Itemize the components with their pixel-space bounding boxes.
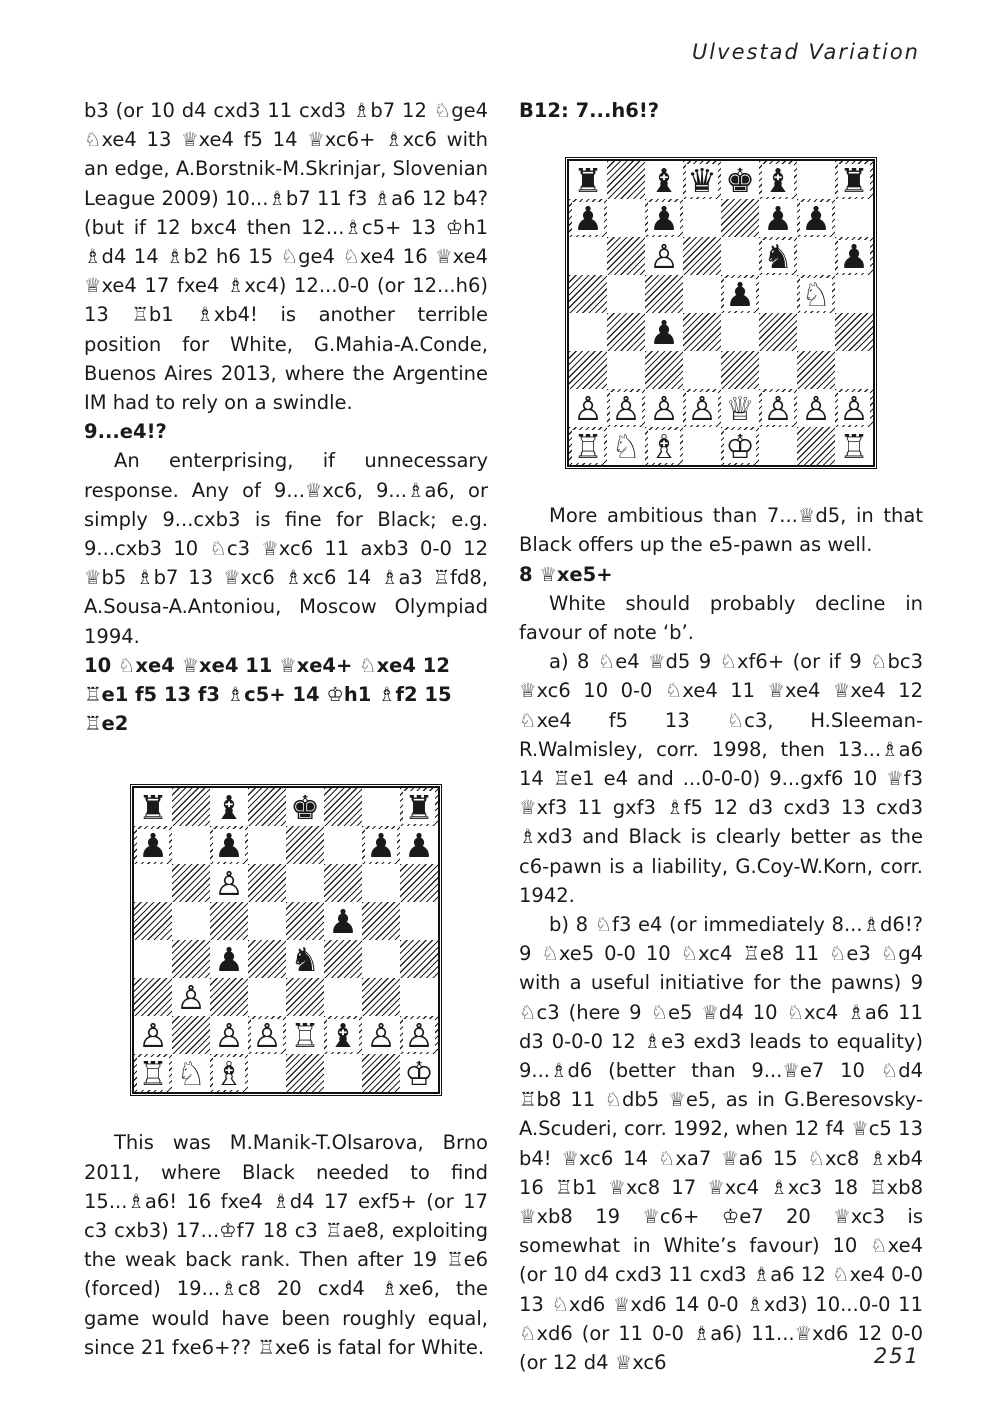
board-square <box>721 351 759 389</box>
paragraph: An enterprising, if unnecessary response. Any of 9...♕xc6, 9...♗a6, or simply 9...cxb3 is fine for Black; e.g. 9...cxb3 10 ♘c3 ♕xc6 11 axb3 0-0 12 ♕b5 ♗b7 13 ♕xc6 ♗xc6 14 ♗a3 ♖fd8, A.Sousa-A.Antoniou, Moscow Olympiad 1994. <box>84 449 488 648</box>
white-bishop-icon: ♗ <box>649 426 679 466</box>
board-square <box>721 313 759 351</box>
black-pawn-icon: ♟ <box>725 274 755 314</box>
board-square <box>248 940 286 978</box>
black-rook-icon: ♜ <box>839 160 869 200</box>
black-knight-icon: ♞ <box>290 939 320 979</box>
board-square <box>797 427 835 465</box>
white-king-icon: ♔ <box>725 426 755 466</box>
move-heading: 8 ♕xe5+ <box>519 562 613 586</box>
board-square <box>607 161 645 199</box>
board-square <box>797 275 835 313</box>
board-square <box>248 864 286 902</box>
board-square <box>797 237 835 275</box>
board-square <box>645 313 683 351</box>
board-square <box>721 389 759 427</box>
board-square <box>835 199 873 237</box>
board-square <box>569 313 607 351</box>
board-square <box>248 978 286 1016</box>
board-square <box>400 978 438 1016</box>
board-square <box>134 1054 172 1092</box>
board-square <box>400 864 438 902</box>
board-square <box>607 351 645 389</box>
black-bishop-icon: ♝ <box>763 160 793 200</box>
board-square <box>248 1016 286 1054</box>
white-knight-icon: ♘ <box>801 274 831 314</box>
black-bishop-icon: ♝ <box>214 787 244 827</box>
board-square <box>835 427 873 465</box>
board-square <box>835 351 873 389</box>
board-square <box>797 313 835 351</box>
board-square <box>248 826 286 864</box>
board-square <box>134 826 172 864</box>
board-square <box>362 978 400 1016</box>
board-square <box>324 1054 362 1092</box>
board-square <box>324 864 362 902</box>
board-square <box>683 237 721 275</box>
white-rook-icon: ♖ <box>839 426 869 466</box>
board-square <box>248 902 286 940</box>
board-square <box>362 864 400 902</box>
black-pawn-icon: ♟ <box>573 198 603 238</box>
board-square <box>759 237 797 275</box>
move-heading: 10 ♘xe4 ♕xe4 11 ♕xe4+ ♘xe4 12 ♖e1 f5 13 f3 ♗c5+ 14 ♔h1 ♗f2 15 ♖e2 <box>84 653 452 736</box>
board-square <box>324 940 362 978</box>
black-king-icon: ♚ <box>725 160 755 200</box>
black-pawn-icon: ♟ <box>763 198 793 238</box>
board-square <box>134 864 172 902</box>
paragraph: This was M.Manik-T.Olsarova, Brno 2011, where Black needed to find 15...♗a6! 16 fxe4 ♗d4 17 exf5+ (or 17 c3 cxb3) 17...♔f7 18 c3 ♖ae8, exploiting the weak back rank. Then after 19 ♖e6 (forced) 19...♗c8 20 cxd4 ♗xe6, the game would have been roughly equal, since 21 fxe6+?? ♖xe6 is fatal for White. <box>84 1131 488 1359</box>
board-square <box>683 351 721 389</box>
white-knight-icon: ♘ <box>611 426 641 466</box>
board-square <box>759 161 797 199</box>
board-square <box>324 788 362 826</box>
page-number: 251 <box>873 1344 920 1368</box>
left-column <box>84 96 488 1362</box>
board-square <box>569 161 607 199</box>
paragraph: White should probably decline in favour of note ‘b’. <box>519 591 923 645</box>
board-square <box>835 313 873 351</box>
white-rook-icon: ♖ <box>573 426 603 466</box>
board-square <box>759 275 797 313</box>
white-pawn-icon: ♙ <box>252 1015 282 1055</box>
board-square <box>569 389 607 427</box>
board-square <box>362 826 400 864</box>
board-square <box>362 1016 400 1054</box>
board-square <box>645 237 683 275</box>
paragraph: More ambitious than 7...♕d5, in that Black offers up the e5-pawn as well. <box>519 504 923 557</box>
board-square <box>286 1016 324 1054</box>
board-square <box>286 902 324 940</box>
board-square <box>172 864 210 902</box>
board-square <box>683 199 721 237</box>
board-square <box>286 864 324 902</box>
black-pawn-icon: ♟ <box>404 825 434 865</box>
white-pawn-icon: ♙ <box>649 388 679 428</box>
board-square <box>569 237 607 275</box>
board-square <box>645 351 683 389</box>
board-square <box>645 275 683 313</box>
board-square <box>362 1054 400 1092</box>
black-bishop-icon: ♝ <box>328 1015 358 1055</box>
black-rook-icon: ♜ <box>138 787 168 827</box>
board-square <box>721 237 759 275</box>
board-square <box>683 161 721 199</box>
black-knight-icon: ♞ <box>763 236 793 276</box>
board-square <box>324 826 362 864</box>
board-square <box>286 978 324 1016</box>
black-pawn-icon: ♟ <box>649 198 679 238</box>
board-square <box>683 313 721 351</box>
paragraph: a) 8 ♘e4 ♕d5 9 ♘xf6+ (or if 9 ♘bc3 ♕xc6 10 0-0 ♘xe4 11 ♕xe4 ♕xe4 12 ♘xe4 f5 13 ♘c3, H.Sleeman-R.Walmisley, corr. 1998, then 13...♗a6 14 ♖e1 e4 and ...0-0-0) 9...gxf6 10 ♕f3 ♕xf3 11 gxf3 ♗f5 12 d3 cxd3 13 cxd3 ♗xd3 and Black is clearly better as the c6-pawn is a liability, G.Coy-W.Korn, corr. 1942. <box>519 650 923 907</box>
chess-diagram-wrap <box>519 159 923 467</box>
board-square <box>210 902 248 940</box>
board-square <box>645 389 683 427</box>
board-square <box>324 902 362 940</box>
white-pawn-icon: ♙ <box>763 388 793 428</box>
paragraph: b) 8 ♘f3 e4 (or immediately 8...♗d6!? 9 ♘xe5 0-0 10 ♘xc4 ♖e8 11 ♘e3 ♘g4 with a useful initiative for the pawns) 9 ♘c3 (here 9 ♘e5 ♕d4 10 ♘xc4 ♗a6 11 d3 0-0-0 12 ♗e3 exd3 leads to equality) 9...♗d6 (better than 9...♕e7 10 ♘d4 ♖b8 11 ♘db5 ♕e5, as in G.Beresovsky-A.Scuderi, corr. 1992, when 12 f4 ♕c5 13 b4! ♕xc6 14 ♘xa7 ♕a6 15 ♘xc8 ♗xb4 16 ♖b1 ♕xc8 17 ♕xc4 ♗xc3 18 ♖xb8 ♕xb8 19 ♕c6+ ♔e7 20 ♕xc3 is somewhat in White’s favour) 10 ♘xe4 (or 10 d4 cxd3 11 cxd3 ♗a6 12 ♘xe4 0-0 13 ♘xd6 ♕xd6 14 0-0 ♗xd3) 10...0-0 11 ♘xd6 (or 11 0-0 ♗a6) 11...♕xd6 12 0-0 (or 12 d4 ♕xc6 <box>519 913 923 1375</box>
board-square <box>645 199 683 237</box>
board-square <box>759 199 797 237</box>
board-square <box>835 275 873 313</box>
black-rook-icon: ♜ <box>404 787 434 827</box>
board-square <box>721 427 759 465</box>
board-square <box>210 978 248 1016</box>
white-pawn-icon: ♙ <box>138 1015 168 1055</box>
board-square <box>172 978 210 1016</box>
board-square <box>607 389 645 427</box>
white-queen-icon: ♕ <box>725 388 755 428</box>
board-square <box>172 940 210 978</box>
white-pawn-icon: ♙ <box>366 1015 396 1055</box>
board-square <box>721 161 759 199</box>
black-king-icon: ♚ <box>290 787 320 827</box>
board-square <box>759 389 797 427</box>
board-square <box>172 902 210 940</box>
black-rook-icon: ♜ <box>573 160 603 200</box>
white-pawn-icon: ♙ <box>214 863 244 903</box>
chess-diagram <box>567 159 875 467</box>
board-square <box>569 351 607 389</box>
chess-diagram-wrap <box>84 786 488 1094</box>
board-square <box>645 161 683 199</box>
white-pawn-icon: ♙ <box>839 388 869 428</box>
board-square <box>683 427 721 465</box>
running-header: Ulvestad Variation <box>691 40 920 64</box>
right-column <box>519 96 923 1377</box>
board-square <box>569 427 607 465</box>
board-square <box>134 1016 172 1054</box>
board-square <box>134 940 172 978</box>
board-square <box>172 826 210 864</box>
board-square <box>286 788 324 826</box>
board-square <box>286 1054 324 1092</box>
black-pawn-icon: ♟ <box>649 312 679 352</box>
board-square <box>607 313 645 351</box>
board-square <box>172 788 210 826</box>
white-rook-icon: ♖ <box>138 1053 168 1093</box>
white-pawn-icon: ♙ <box>176 977 206 1017</box>
board-square <box>400 826 438 864</box>
board-square <box>797 351 835 389</box>
section-title: B12: 7...h6!? <box>519 99 660 122</box>
board-square <box>172 1054 210 1092</box>
black-pawn-icon: ♟ <box>214 825 244 865</box>
white-rook-icon: ♖ <box>290 1015 320 1055</box>
black-bishop-icon: ♝ <box>649 160 679 200</box>
board-square <box>835 237 873 275</box>
white-pawn-icon: ♙ <box>801 388 831 428</box>
board-square <box>797 199 835 237</box>
board-square <box>324 1016 362 1054</box>
black-pawn-icon: ♟ <box>214 939 244 979</box>
board-square <box>607 237 645 275</box>
board-square <box>248 1054 286 1092</box>
board-square <box>362 788 400 826</box>
paragraph: b3 (or 10 d4 cxd3 11 cxd3 ♗b7 12 ♘ge4 ♘xe4 13 ♕xe4 f5 14 ♕xc6+ ♗xc6 with an edge, A.Borstnik-M.Skrinjar, Slovenian League 2009) 10...♗b7 11 f3 ♗a6 12 b4? (but if 12 bxc4 then 12...♗c5+ 13 ♔h1 ♗d4 14 ♗b2 h6 15 ♘ge4 ♘xe4 16 ♕xe4 ♕xe4 17 fxe4 ♗xc4) 12...0-0 (or 12...h6) 13 ♖b1 ♗xb4! is another terrible position for White, G.Mahia-A.Conde, Buenos Aires 2013, where the Argentine IM had to rely on a swindle. <box>84 99 488 415</box>
board-square <box>286 826 324 864</box>
board-square <box>721 275 759 313</box>
white-pawn-icon: ♙ <box>687 388 717 428</box>
board-square <box>759 427 797 465</box>
board-square <box>759 313 797 351</box>
white-pawn-icon: ♙ <box>573 388 603 428</box>
board-square <box>607 199 645 237</box>
board-square <box>248 788 286 826</box>
white-knight-icon: ♘ <box>176 1053 206 1093</box>
board-square <box>286 940 324 978</box>
board-square <box>134 902 172 940</box>
black-queen-icon: ♛ <box>687 160 717 200</box>
board-square <box>400 1016 438 1054</box>
white-pawn-icon: ♙ <box>214 1015 244 1055</box>
white-bishop-icon: ♗ <box>214 1053 244 1093</box>
black-pawn-icon: ♟ <box>138 825 168 865</box>
chess-diagram <box>132 786 440 1094</box>
board-square <box>210 826 248 864</box>
board-square <box>400 940 438 978</box>
board-square <box>172 1016 210 1054</box>
white-pawn-icon: ♙ <box>649 236 679 276</box>
board-square <box>683 275 721 313</box>
board-square <box>362 940 400 978</box>
board-square <box>210 788 248 826</box>
board-square <box>210 940 248 978</box>
board-square <box>134 978 172 1016</box>
board-square <box>569 275 607 313</box>
black-pawn-icon: ♟ <box>328 901 358 941</box>
board-square <box>134 788 172 826</box>
board-square <box>835 389 873 427</box>
move-heading: 9...e4!? <box>84 420 167 444</box>
white-pawn-icon: ♙ <box>404 1015 434 1055</box>
board-square <box>645 427 683 465</box>
board-square <box>400 902 438 940</box>
board-square <box>683 389 721 427</box>
board-square <box>607 427 645 465</box>
board-square <box>835 161 873 199</box>
white-pawn-icon: ♙ <box>611 388 641 428</box>
board-square <box>607 275 645 313</box>
board-square <box>797 389 835 427</box>
board-square <box>797 161 835 199</box>
board-square <box>400 1054 438 1092</box>
board-square <box>400 788 438 826</box>
black-pawn-icon: ♟ <box>801 198 831 238</box>
black-pawn-icon: ♟ <box>839 236 869 276</box>
board-square <box>759 351 797 389</box>
board-square <box>210 1016 248 1054</box>
board-square <box>362 902 400 940</box>
board-square <box>210 1054 248 1092</box>
white-king-icon: ♔ <box>404 1053 434 1093</box>
black-pawn-icon: ♟ <box>366 825 396 865</box>
board-square <box>324 978 362 1016</box>
board-square <box>210 864 248 902</box>
board-square <box>569 199 607 237</box>
board-square <box>721 199 759 237</box>
